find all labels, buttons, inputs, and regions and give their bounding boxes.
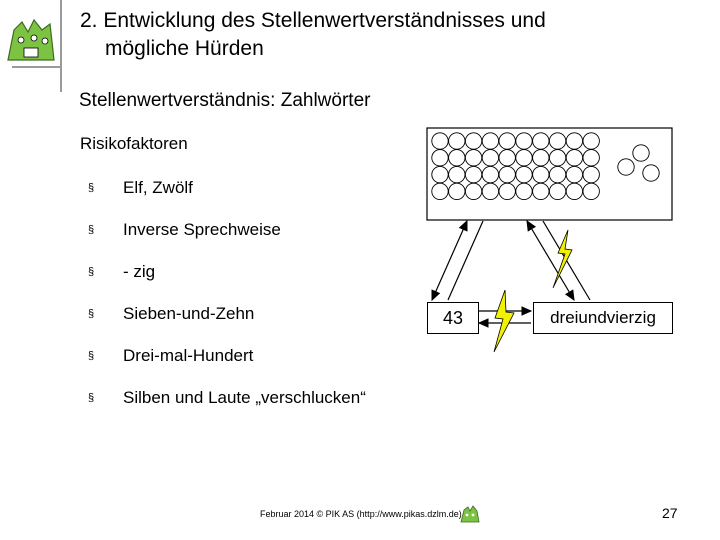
list-item: Inverse Sprechweise bbox=[123, 220, 281, 239]
list-item: Drei-mal-Hundert bbox=[123, 346, 254, 365]
rod-cell bbox=[465, 166, 481, 182]
page-title-line2: mögliche Hürden bbox=[105, 37, 264, 60]
rod-cell bbox=[432, 133, 448, 149]
rod-cell bbox=[432, 166, 448, 182]
rod-cell bbox=[516, 133, 532, 149]
rod-cell bbox=[482, 166, 498, 182]
rod-cell bbox=[583, 183, 599, 199]
page-number: 27 bbox=[662, 505, 678, 521]
rod-cell bbox=[465, 183, 481, 199]
rod-cell bbox=[583, 166, 599, 182]
rod-cell bbox=[482, 133, 498, 149]
lightning-bolt-icon bbox=[553, 230, 572, 288]
rod-cell bbox=[566, 183, 582, 199]
rod-cell bbox=[516, 150, 532, 166]
number-word-box: dreiundvierzig bbox=[533, 302, 673, 334]
footer-text: Februar 2014 © PIK AS (http://www.pikas.dzlm.de) bbox=[260, 509, 462, 519]
unit-cube bbox=[633, 145, 649, 161]
bullet-marker: § bbox=[88, 308, 95, 320]
arrow-blocks-to-number-2 bbox=[448, 221, 483, 300]
bullet-marker: § bbox=[88, 266, 95, 278]
rod-cell bbox=[449, 166, 465, 182]
section-subtitle: Stellenwertverständnis: Zahlwörter bbox=[79, 90, 371, 111]
list-item: Elf, Zwölf bbox=[123, 178, 193, 197]
rod-cell bbox=[566, 133, 582, 149]
rod-cell bbox=[516, 183, 532, 199]
rod-cell bbox=[566, 150, 582, 166]
rod-cell bbox=[449, 183, 465, 199]
rod-cell bbox=[499, 150, 515, 166]
rod-cell bbox=[449, 133, 465, 149]
rod-cell bbox=[533, 183, 549, 199]
unit-cube bbox=[618, 159, 634, 175]
rod-cell bbox=[432, 150, 448, 166]
bullet-marker: § bbox=[88, 392, 95, 404]
rod-cell bbox=[432, 183, 448, 199]
arrow-blocks-to-number bbox=[432, 221, 467, 300]
rod-cell bbox=[549, 183, 565, 199]
list-item: Sieben-und-Zehn bbox=[123, 304, 255, 323]
bullet-marker: § bbox=[88, 182, 95, 194]
rod-cell bbox=[449, 150, 465, 166]
rod-cell bbox=[549, 133, 565, 149]
list-item: - zig bbox=[123, 262, 156, 281]
risk-heading: Risikofaktoren bbox=[80, 134, 188, 153]
page-title-line1: 2. Entwicklung des Stellenwertverständnisses und bbox=[80, 9, 546, 32]
pikas-footer-logo bbox=[459, 504, 481, 524]
rod-cell bbox=[465, 150, 481, 166]
rod-cell bbox=[499, 166, 515, 182]
bullet-marker: § bbox=[88, 224, 95, 236]
rod-cell bbox=[549, 166, 565, 182]
rod-cell bbox=[482, 183, 498, 199]
rod-cell bbox=[583, 133, 599, 149]
rod-cell bbox=[583, 150, 599, 166]
rod-cell bbox=[516, 166, 532, 182]
rod-cell bbox=[499, 183, 515, 199]
rod-cell bbox=[499, 133, 515, 149]
rod-cell bbox=[533, 133, 549, 149]
rod-cell bbox=[533, 166, 549, 182]
list-item: Silben und Laute „verschlucken“ bbox=[123, 388, 366, 407]
rod-cell bbox=[549, 150, 565, 166]
bullet-marker: § bbox=[88, 350, 95, 362]
number-box: 43 bbox=[427, 302, 479, 334]
unit-cube bbox=[643, 165, 659, 181]
rod-cell bbox=[566, 166, 582, 182]
lightning-bolt-icon bbox=[494, 290, 514, 352]
rod-cell bbox=[533, 150, 549, 166]
rod-cell bbox=[482, 150, 498, 166]
rod-cell bbox=[465, 133, 481, 149]
